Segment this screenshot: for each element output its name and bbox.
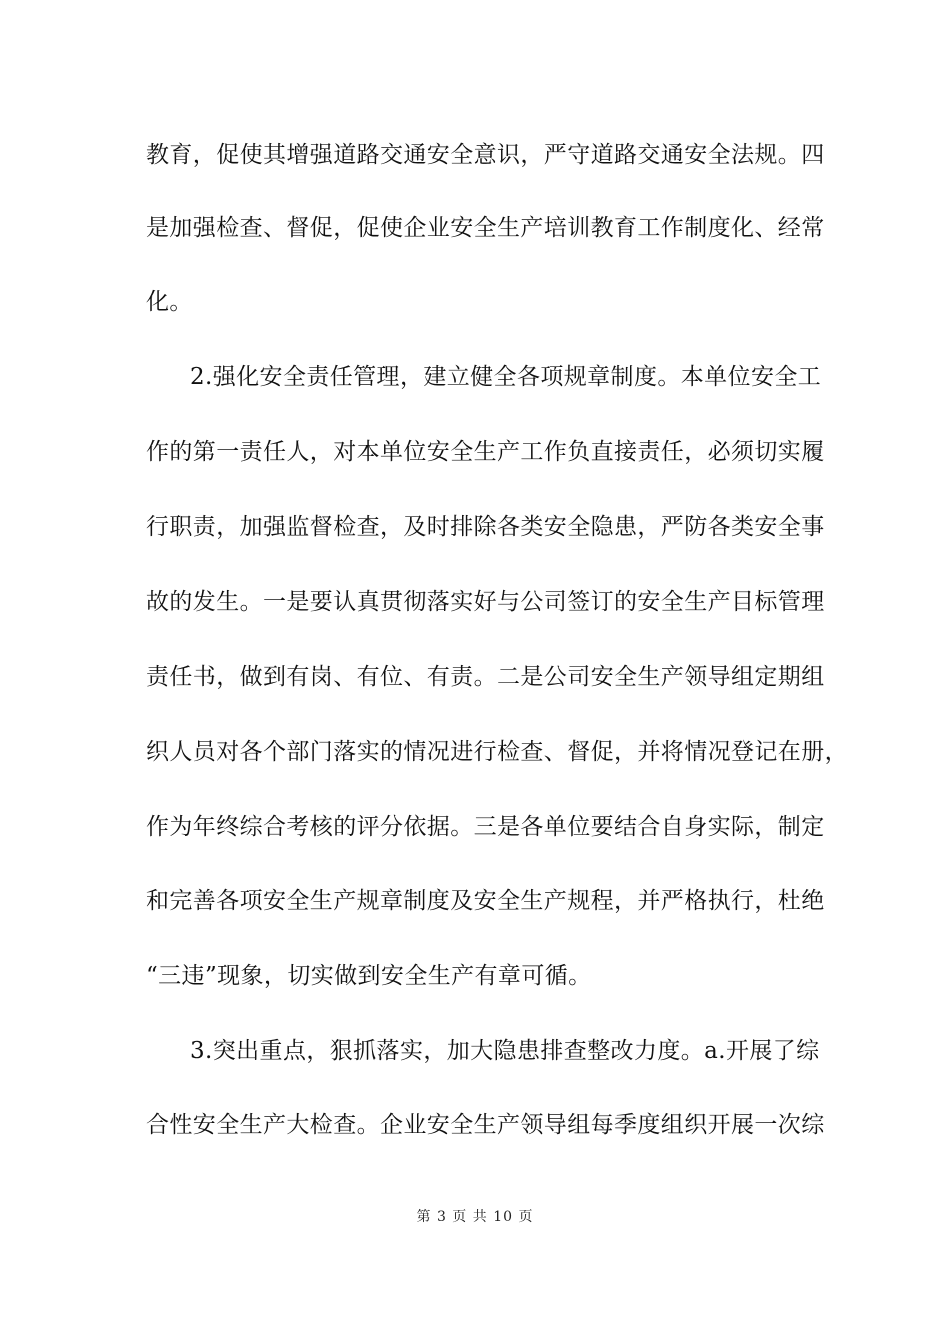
text-line: 责任书，做到有岗、有位、有责。二是公司安全生产领导组定期组 — [146, 664, 825, 690]
text-line: 织人员对各个部门落实的情况进行检查、督促，并将情况登记在册， — [146, 739, 848, 765]
text-line: 合性安全生产大检查。企业安全生产领导组每季度组织开展一次综 — [146, 1112, 825, 1138]
page-number-footer: 第 3 页 共 10 页 — [416, 1209, 534, 1225]
text-line: 化。 — [146, 289, 193, 315]
text-line: 和完善各项安全生产规章制度及安全生产规程，并严格执行，杜绝 — [146, 888, 825, 914]
text-line: “三违”现象，切实做到安全生产有章可循。 — [146, 963, 592, 989]
text-line: 行职责，加强监督检查，及时排除各类安全隐患，严防各类安全事 — [146, 514, 825, 540]
text-line: 故的发生。一是要认真贯彻落实好与公司签订的安全生产目标管理 — [146, 589, 825, 615]
paragraph-start-line: 3.突出重点，狠抓落实，加大隐患排查整改力度。a.开展了综 — [190, 1038, 820, 1064]
text-line: 是加强检查、督促，促使企业安全生产培训教育工作制度化、经常 — [146, 215, 825, 241]
paragraph-start-line: 2.强化安全责任管理，建立健全各项规章制度。本单位安全工 — [190, 364, 822, 390]
text-line: 作为年终综合考核的评分依据。三是各单位要结合自身实际，制定 — [146, 814, 825, 840]
text-line: 作的第一责任人，对本单位安全生产工作负直接责任，必须切实履 — [146, 439, 825, 465]
text-line: 教育，促使其增强道路交通安全意识，严守道路交通安全法规。四 — [146, 142, 825, 168]
